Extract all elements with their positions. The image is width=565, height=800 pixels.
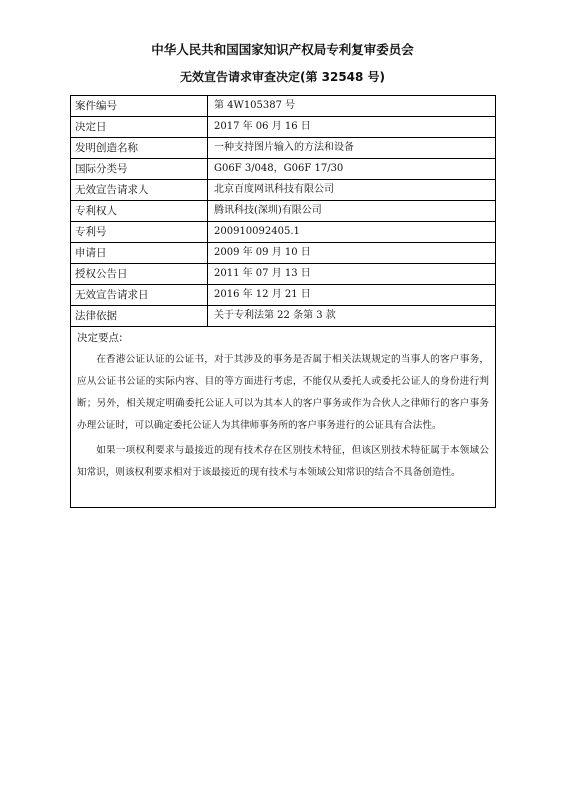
row-patent-number xyxy=(71,222,495,243)
field-value: 2016 年 12 月 21 日 xyxy=(214,289,311,300)
field-value: 一种支持图片输入的方法和设备 xyxy=(214,142,354,153)
field-value: G06F 3/048，G06F 17/30 xyxy=(214,163,344,174)
field-label: 案件编号 xyxy=(71,96,208,116)
decision-points-heading: 决定要点: xyxy=(77,332,123,344)
field-value: 2017 年 06 月 16 日 xyxy=(214,121,311,132)
field-label: 专利号 xyxy=(71,222,208,242)
field-value: 2009 年 09 月 10 日 xyxy=(214,247,311,258)
row-legal-basis xyxy=(71,306,495,327)
row-ipc xyxy=(71,159,495,180)
field-value: 第 4W105387 号 xyxy=(214,100,296,111)
row-grant-date xyxy=(71,264,495,285)
field-label: 法律依据 xyxy=(71,306,208,326)
row-request-date xyxy=(71,285,495,306)
decision-points xyxy=(71,327,495,484)
row-application-date xyxy=(71,243,495,264)
field-label: 国际分类号 xyxy=(71,159,208,179)
field-label: 申请日 xyxy=(71,243,208,263)
field-label: 专利权人 xyxy=(71,201,208,221)
field-label: 无效宣告请求人 xyxy=(71,180,208,200)
row-patentee xyxy=(71,201,495,222)
decision-paragraph: 在香港公证认证的公证书，对于其涉及的事务是否属于相关法规规定的当事人的客户事务，应从公证书公证的实际内容、目的等方面进行考虑，不能仅从委托人或委托公证人的身份进行判断；另外，相关规定明确委托公证人可以为其本人的客户事务或作为合伙人之律师行的客户事务办理公证时，可以确定委托公证人为其律师事务所的客户事务进行的公证具有合法性。 xyxy=(77,354,489,431)
row-invention-name xyxy=(71,138,495,159)
field-value: 关于专利法第 22 条第 3 款 xyxy=(214,310,336,321)
row-decision-date xyxy=(71,117,495,138)
document-title: 无效宣告请求审查决定(第 32548 号) xyxy=(179,70,386,84)
row-case-number xyxy=(71,96,495,117)
field-label: 发明创造名称 xyxy=(71,138,208,158)
field-value: 200910092405.1 xyxy=(214,226,300,237)
decision-info-table xyxy=(70,95,496,508)
field-value: 腾讯科技(深圳)有限公司 xyxy=(214,205,322,216)
field-value: 2011 年 07 月 13 日 xyxy=(214,268,311,279)
field-label: 决定日 xyxy=(71,117,208,137)
field-label: 无效宣告请求日 xyxy=(71,285,208,305)
issuing-organization: 中华人民共和国国家知识产权局专利复审委员会 xyxy=(151,42,414,57)
field-label: 授权公告日 xyxy=(71,264,208,284)
decision-paragraph: 如果一项权利要求与最接近的现有技术存在区别技术特征，但该区别技术特征属于本领域公知常识，则该权利要求相对于该最接近的现有技术与本领域公知常识的结合不具备创造性。 xyxy=(77,445,489,478)
field-value: 北京百度网讯科技有限公司 xyxy=(214,184,334,195)
row-petitioner xyxy=(71,180,495,201)
